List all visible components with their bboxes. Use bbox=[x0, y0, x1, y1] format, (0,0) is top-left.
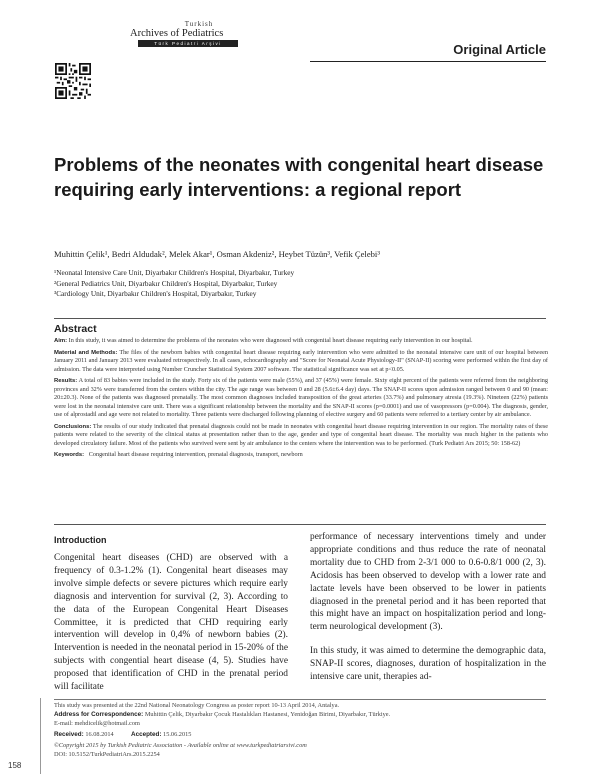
journal-logo-line1: Turkish bbox=[184, 20, 214, 28]
abstract-body bbox=[54, 337, 548, 463]
section-label: Original Article bbox=[453, 42, 546, 57]
abstract-aim-label: Aim: bbox=[54, 338, 68, 344]
page-number-divider bbox=[40, 698, 41, 774]
abstract-keywords bbox=[54, 451, 548, 459]
abstract-methods bbox=[54, 349, 548, 374]
footer-divider bbox=[54, 699, 546, 700]
copyright: ©Copyright 2015 by Turkish Pediatric Association - Available online at www.turkpediatriarsivi.com bbox=[54, 742, 307, 750]
abstract-results-text: A total of 83 babies were included in the study. Forty six of the patients were male (55%), and 37 (45%) were female. Sixty eight percent of the patients were referred from the neighboring provinces and 32% were transferred from the centers within the city. The age range was between 0 and 28 (5.6±6.4 day) days. The SNAP-II scores upon admission ranged between 0 and 90 (mean: 20±20.3). None of the patients was diagnosed prenatally. The most common diagnoses included transposition of the great arteries (33.7%) and pulmonary atresia (19.3%). Nineteen (22%) patients were lost in the neonatal intensive care unit. There was a significant relationship between the mortality and the SNAP-II scores (p=0.0001) and use of vasopressors (p=0.004). The diagnosis, gender, use of alprostadil and age were not related to mortality. Three patients were discharged following planning of elective surgery and 60 patients were referred to a tertiary center by air ambulance. bbox=[54, 377, 548, 418]
accepted-date: 15.06.2015 bbox=[163, 731, 192, 739]
abstract-conclusions bbox=[54, 423, 548, 448]
article-title bbox=[54, 152, 544, 202]
abstract-heading: Abstract bbox=[54, 323, 97, 335]
correspondence-text: Muhittin Çelik, Diyarbakır Çocuk Hastalıkları Hastanesi, Yenidoğan Birimi, Diyarbakır, Türkiye. bbox=[144, 710, 391, 718]
affiliation: ²General Pediatrics Unit, Diyarbakır Children's Hospital, Diyarbakır, Turkey bbox=[54, 278, 278, 288]
correspondence bbox=[54, 711, 554, 720]
body-paragraph: In this study, it was aimed to determine the demographic data, SNAP-II scores, diagnoses, duration of hospitalization in the intensive care unit, therapies ad- bbox=[310, 646, 546, 683]
page-number: 158 bbox=[8, 761, 22, 770]
body-column-left bbox=[54, 552, 288, 694]
affiliation: ¹Neonatal Intensive Care Unit, Diyarbakır Children's Hospital, Diyarbakır, Turkey bbox=[54, 268, 295, 277]
abstract-top-rule bbox=[54, 318, 546, 319]
abstract-keywords-label: Keywords: bbox=[54, 452, 85, 459]
abstract-methods-text: The files of the newborn babies with congenital heart disease requiring early intervention who were admitted to the neonatal intensive care unit of our hospital between January 2011 and January 2013 were evaluated retrospectively. In all cases, echocardiography and "Score for Neonatal Acute Physiology-II" (SNAP-II) scoring were performed within the first day of admission. The data were interpreted using Number Cruncher Statistical System 2007 software. The statistical significance was set at p<0.05. bbox=[54, 348, 548, 373]
abstract-results bbox=[54, 377, 548, 419]
accepted-label: Accepted: bbox=[131, 731, 162, 739]
body-paragraph: Congenital heart diseases (CHD) are observed with a frequency of 0.3-1.2% (1). Congenital heart diseases may involve simple defects or severe pictures which require early diagnosis and intervention for survival (2, 3). According to the data of the European Congenital Heart Diseases Committee, it is predicted that CHD requiring early intervention will develop in 0,4% of newborn babies (2). Intervention is needed in the neonatal period in 15-20% of the subjects with congential heart disease (4, 5). Studies have proposed that identification of CHD in the prenatal period will facilitate bbox=[54, 553, 288, 693]
congress-note: This study was presented at the 22nd National Neonatology Congress as poster report 10-13 April 2014, Antalya. bbox=[54, 702, 340, 709]
abstract-keywords-text: Congenital heart disease requiring intervention, prenatal diagnosis, transport, newborn bbox=[88, 451, 303, 459]
abstract-aim bbox=[54, 337, 548, 345]
doi: DOI: 10.5152/TurkPediatriArs.2015.2254 bbox=[54, 750, 160, 758]
journal-logo-line2: Archives of Pediatrics bbox=[130, 28, 224, 39]
affiliation: ³Cardiology Unit, Diyarbakır Children's Hospital, Diyarbakır, Turkey bbox=[54, 289, 257, 298]
dates bbox=[54, 731, 554, 740]
affiliations bbox=[54, 268, 554, 300]
abstract-aim-text: In this study, it was aimed to determine the problems of the neonates who were diagnosed with congenital heart disease requiring early intervention in our hospital. bbox=[68, 337, 473, 344]
correspondence-label: Address for Correspondence: bbox=[54, 710, 144, 718]
body-column-right bbox=[310, 531, 546, 684]
header-divider bbox=[310, 61, 546, 62]
abstract-results-label: Results: bbox=[54, 378, 78, 385]
abstract-bottom-rule bbox=[54, 524, 546, 525]
abstract-methods-label: Material and Methods: bbox=[54, 349, 118, 356]
author-list: Muhittin Çelik¹, Bedri Aldudak², Melek Akar¹, Osman Akdeniz², Heybet Tüzün³, Vefik Çelebi³ bbox=[54, 249, 380, 259]
article-title-line1: Problems of the neonates with congenital heart disease bbox=[54, 154, 544, 175]
article-title-line2: requiring early interventions: a regional report bbox=[54, 179, 462, 200]
abstract-conclusions-text: The results of our study indicated that prenatal diagnosis could not be made in neonates with congenital heart disease requiring intervention in our region. The mortality rates of these patients were related to the severity of the clinical status at presentation rather than to the age, gender and type of congenital heart disease. The mortality was much higher in the patients who developed circulatory failure. Most of the patients who survived were sent by air ambulance to the centers where the intervention was to be performed. (Turk Pediatri Ars 2015; 50: 158-62) bbox=[54, 422, 548, 447]
received-label: Received: bbox=[54, 731, 84, 739]
footer bbox=[54, 702, 554, 760]
journal-logo-line3: Türk Pediatri Arşivi bbox=[138, 40, 238, 47]
abstract-conclusions-label: Conclusions: bbox=[54, 423, 92, 430]
qr-code bbox=[55, 63, 91, 99]
introduction-heading: Introduction bbox=[54, 535, 107, 545]
body-paragraph: performance of necessary interventions timely and under appropriate conditions and thus reduce the rate of neonatal mortality due to CHD from 2-3/1 000 to 0.6-0.8/1 000 (2, 3). Acidosis has been observed to develop with a lower rate and lactate levels have been observed to be lower in patients diagnosed in the prenetal period and it has been reported that this might have an impact on hospitalization period and long-term neurological development (3). bbox=[310, 532, 546, 633]
journal-logo bbox=[130, 20, 250, 47]
email: E-mail: mehdicelik@hotmail.com bbox=[54, 719, 140, 727]
received-date: 16.08.2014 bbox=[85, 731, 114, 739]
